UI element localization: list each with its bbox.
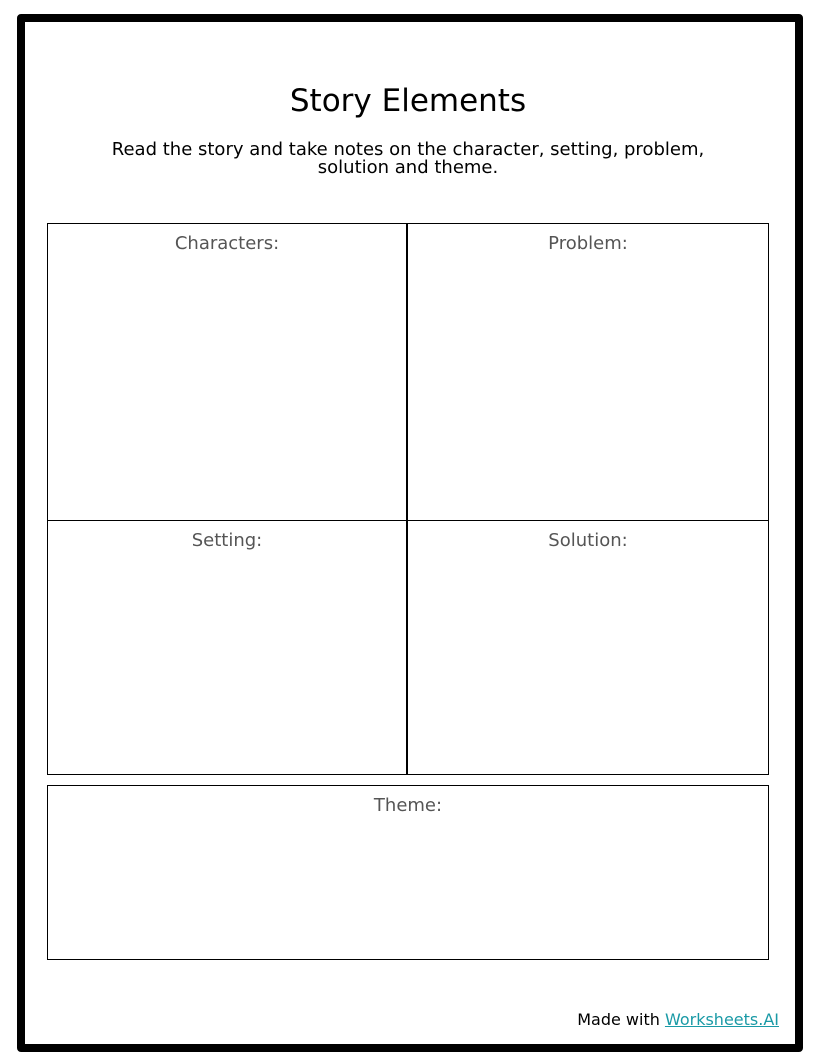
theme-box[interactable] bbox=[47, 785, 769, 960]
footer-credit bbox=[577, 1010, 779, 1030]
setting-label: Setting: bbox=[191, 530, 263, 551]
setting-box[interactable] bbox=[48, 521, 408, 774]
characters-label: Characters: bbox=[174, 233, 280, 254]
characters-box[interactable] bbox=[48, 224, 408, 521]
worksheet-title: Story Elements bbox=[289, 83, 527, 119]
solution-box[interactable] bbox=[408, 521, 768, 774]
worksheets-ai-link[interactable]: Worksheets.AI bbox=[664, 1010, 779, 1029]
worksheet-instructions: Read the story and take notes on the character, setting, problem, solution and theme. bbox=[111, 139, 705, 178]
theme-label: Theme: bbox=[373, 795, 443, 816]
footer-prefix: Made with bbox=[577, 1010, 665, 1029]
problem-label: Problem: bbox=[548, 233, 628, 254]
story-elements-grid bbox=[47, 223, 769, 775]
problem-box[interactable] bbox=[408, 224, 768, 521]
solution-label: Solution: bbox=[548, 530, 628, 551]
